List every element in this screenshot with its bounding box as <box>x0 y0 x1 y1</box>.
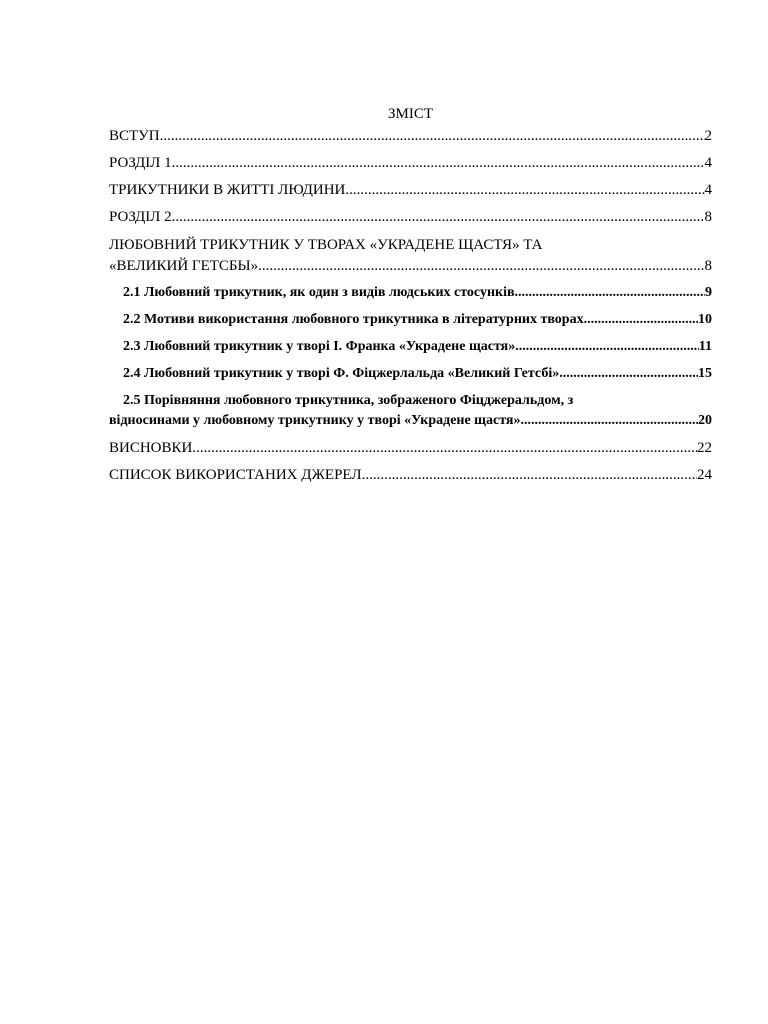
toc-page-number: 20 <box>698 413 712 428</box>
toc-entry-text: ТРИКУТНИКИ В ЖИТТІ ЛЮДИНИ <box>109 182 346 198</box>
toc-leader-dots <box>515 283 705 303</box>
table-of-contents <box>109 104 712 485</box>
toc-entry-text: СПИСОК ВИКОРИСТАНИХ ДЖЕРЕЛ <box>109 467 362 483</box>
toc-leader-dots <box>258 256 704 276</box>
toc-entry-text: РОЗДІЛ 2 <box>109 209 172 225</box>
toc-entry-references[interactable] <box>109 465 712 485</box>
toc-entry-text-line1: ЛЮБОВНИЙ ТРИКУТНИК У ТВОРАХ «УКРАДЕНЕ ЩАСТЯ» ТА <box>109 237 543 253</box>
toc-entry-chapter-1[interactable] <box>109 153 712 173</box>
toc-page-number: 8 <box>704 209 712 225</box>
toc-entry-section-2-1[interactable] <box>123 283 712 303</box>
toc-entry-chapter-1-title[interactable] <box>109 180 712 200</box>
toc-leader-dots <box>584 310 698 330</box>
toc-entry-text-line1: 2.5 Порівняння любовного трикутника, зображеного Фіцджеральдом, з <box>123 393 574 408</box>
toc-leader-dots <box>192 438 697 458</box>
toc-leader-dots <box>160 126 705 146</box>
toc-entry-section-2-5[interactable] <box>109 391 712 431</box>
toc-page-number: 8 <box>704 258 712 274</box>
toc-leader-dots <box>559 364 698 384</box>
toc-entry-section-2-4[interactable] <box>123 364 712 384</box>
toc-entry-intro[interactable] <box>109 126 712 146</box>
toc-page-number: 10 <box>698 312 712 327</box>
toc-leader-dots <box>172 207 705 227</box>
toc-page-number: 22 <box>697 440 712 456</box>
toc-leader-dots <box>362 465 697 485</box>
toc-entry-text: РОЗДІЛ 1 <box>109 155 172 171</box>
toc-page-number: 11 <box>698 339 712 354</box>
toc-entry-text: 2.4 Любовний трикутник у творі Ф. Фіцжерлальда «Великий Гетсбі» <box>123 366 560 381</box>
toc-page-number: 2 <box>704 128 712 144</box>
toc-entry-conclusions[interactable] <box>109 438 712 458</box>
toc-entry-text-line2: «ВЕЛИКИЙ ГЕТСБЫ» <box>109 258 259 274</box>
toc-page-number: 9 <box>705 285 712 300</box>
toc-leader-dots <box>520 411 698 431</box>
toc-leader-dots <box>172 153 705 173</box>
toc-entry-section-2-2[interactable] <box>123 310 712 330</box>
toc-entry-text: ВИСНОВКИ <box>109 440 193 456</box>
toc-entry-text: 2.1 Любовний трикутник, як один з видів людських стосунків <box>123 285 515 300</box>
toc-entry-chapter-2-title[interactable] <box>109 234 712 276</box>
toc-entry-text-line2: відносинами у любовному трикутнику у творі «Украдене щастя» <box>109 413 521 428</box>
toc-page-number: 4 <box>704 182 712 198</box>
toc-leader-dots <box>515 337 699 357</box>
toc-leader-dots <box>345 180 704 200</box>
toc-entry-section-2-3[interactable] <box>123 337 712 357</box>
toc-entry-text: 2.2 Мотиви використання любовного трикутника в літературних творах <box>123 312 584 327</box>
toc-page-number: 15 <box>698 366 712 381</box>
toc-entry-chapter-2[interactable] <box>109 207 712 227</box>
toc-title: ЗМІСТ <box>387 106 433 122</box>
toc-entry-text: ВСТУП <box>109 128 160 144</box>
toc-entry-text: 2.3 Любовний трикутник у творі І. Франка «Украдене щастя» <box>123 339 516 354</box>
toc-page-number: 4 <box>704 155 712 171</box>
toc-page-number: 24 <box>697 467 712 483</box>
